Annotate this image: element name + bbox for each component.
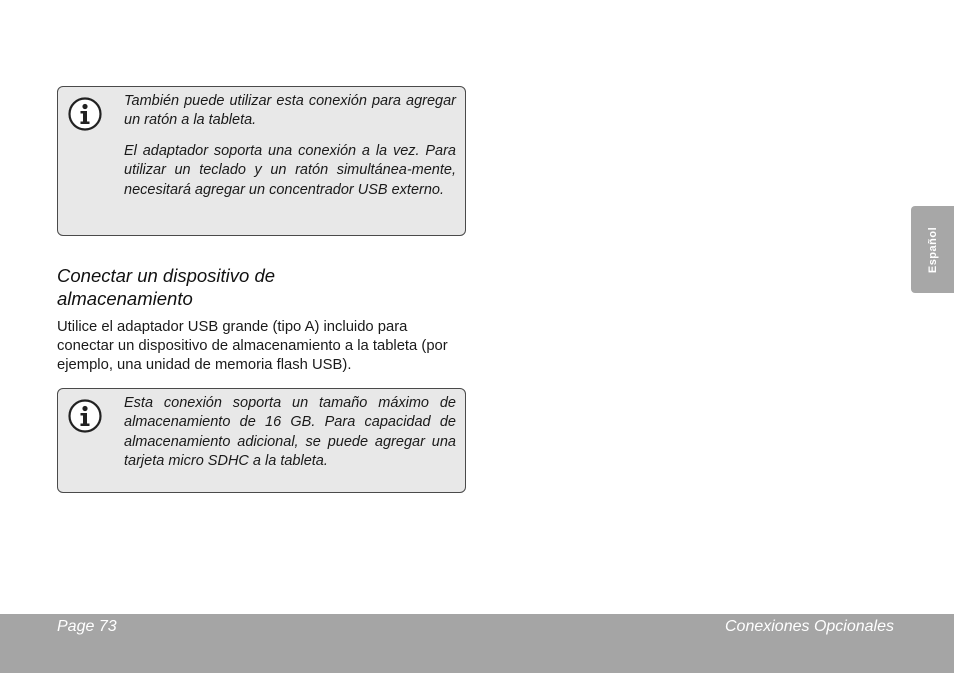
section-heading-line: Conectar un dispositivo de [57,265,276,286]
note-paragraph: También puede utilizar esta conexión para agregar un ratón a la tableta. [124,93,456,129]
info-icon [68,97,102,131]
chapter-title: Conexiones Opcionales [725,618,894,635]
section-heading-line: almacenamiento [57,288,193,309]
page-footer [0,614,954,673]
info-note-mouse [57,86,466,236]
language-tab-label: Español [926,226,939,273]
note-paragraph: Esta conexión soporta un tamaño máximo de almacenamiento de 16 GB. Para capacidad de almacenamiento adicional, se puede agregar una tarjeta micro SDHC a la tableta. [124,395,456,469]
note-paragraph: El adaptador soporta una conexión a la vez. Para utilizar un teclado y un ratón simultánea-mente, necesitará agregar un concentrador USB externo. [124,143,456,198]
section-heading [57,264,457,310]
info-icon [68,399,102,433]
language-tab [911,206,954,293]
section-body: Utilice el adaptador USB grande (tipo A) incluido para conectar un dispositivo de almacenamiento a la tableta (por ejemplo, una unidad de memoria flash USB). [57,319,448,373]
info-note-storage [57,388,466,493]
page-number: Page 73 [57,618,117,635]
